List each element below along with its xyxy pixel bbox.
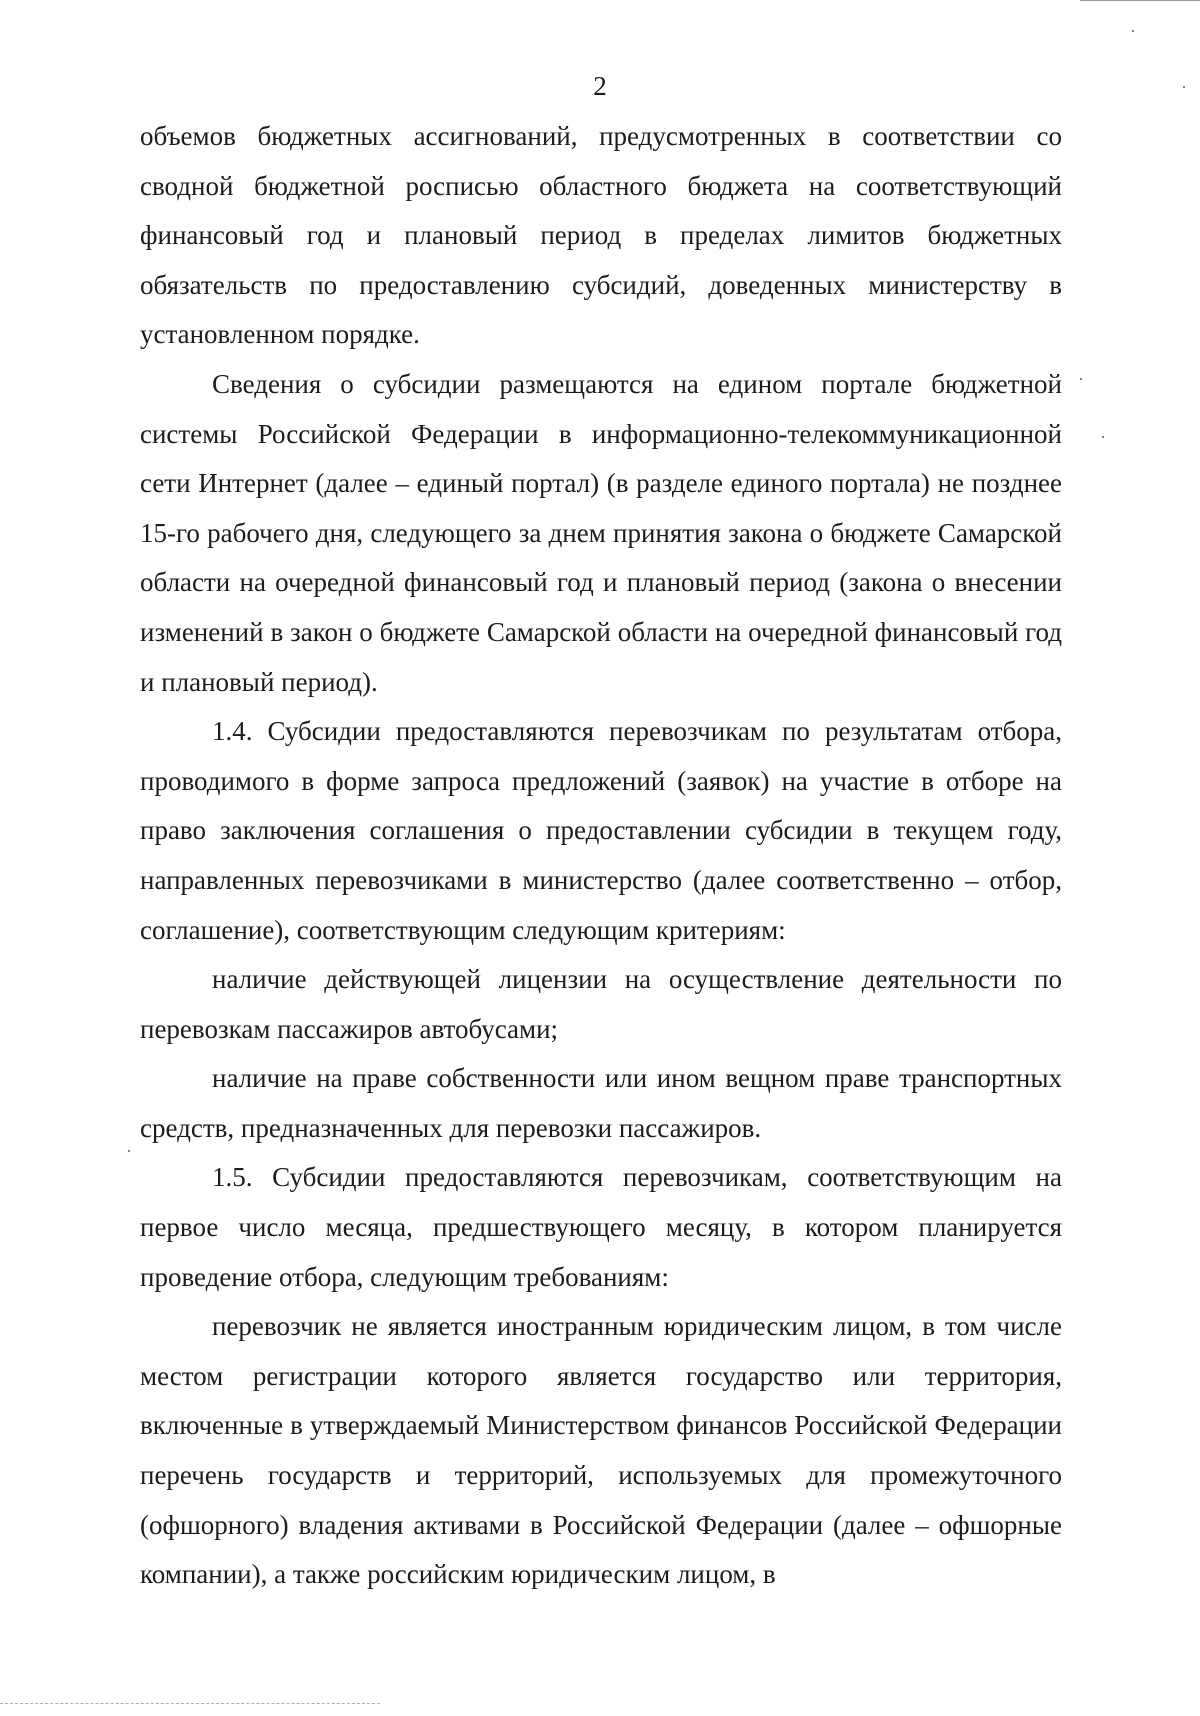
paragraph-subsidy-info-portal: Сведения о субсидии размещаются на едином портале бюджетной системы Российской Федерации в информационно-телекоммуникационной сети Интернет (далее – единый портал) (в разделе единого портала) не позднее 15-го рабочего дня, следующего за днем принятия закона о бюджете Самарской области на очередной финансовый год и плановый период (закона о внесении изменений в закон о бюджете Самарской области на очередной финансовый год и плановый период). bbox=[140, 368, 1062, 697]
paragraph-requirement-not-foreign: перевозчик не является иностранным юридическим лицом, в том числе местом регистрации которого является государство или территория, включенные в утверждаемый Министерством финансов Российской Федерации перечень государств и территорий, используемых для промежуточного (офшорного) владения активами в Российской Федерации (далее – офшорные компании), а также российским юридическим лицом, в bbox=[140, 1311, 1062, 1590]
scan-speck bbox=[1080, 378, 1082, 380]
scan-edge-line bbox=[1080, 0, 1200, 1]
paragraph-criterion-vehicles: наличие на праве собственности или ином вещном праве транспортных средств, предназначенных для перевозки пассажиров. bbox=[140, 1063, 1062, 1143]
paragraph-1-4-selection: 1.4. Субсидии предоставляются перевозчикам по результатам отбора, проводимого в форме запроса предложений (заявок) на участие в отборе на право заключения соглашения о предоставлении субсидии в текущем году, направленных перевозчиками в министерство (далее соответственно – отбор, соглашение), соответствующим следующим критериям: bbox=[140, 716, 1062, 945]
scan-speck bbox=[1183, 86, 1185, 88]
scan-speck bbox=[128, 1150, 130, 1152]
scan-edge-line bbox=[0, 1703, 380, 1704]
scan-speck bbox=[1102, 436, 1104, 438]
document-body bbox=[140, 112, 1062, 1600]
page-number: 2 bbox=[593, 71, 607, 101]
scan-speck bbox=[1132, 30, 1134, 32]
paragraph-1-5-requirements: 1.5. Субсидии предоставляются перевозчикам, соответствующим на первое число месяца, предшествующего месяцу, в котором планируется проведение отбора, следующим требованиям: bbox=[140, 1162, 1062, 1292]
paragraph-criterion-license: наличие действующей лицензии на осуществление деятельности по перевозкам пассажиров автобусами; bbox=[140, 964, 1062, 1044]
paragraph-budget-allocations: объемов бюджетных ассигнований, предусмотренных в соответствии со сводной бюджетной росписью областного бюджета на соответствующий финансовый год и плановый период в пределах лимитов бюджетных обязательств по предоставлению субсидий, доведенных министерству в установленном порядке. bbox=[140, 121, 1062, 350]
